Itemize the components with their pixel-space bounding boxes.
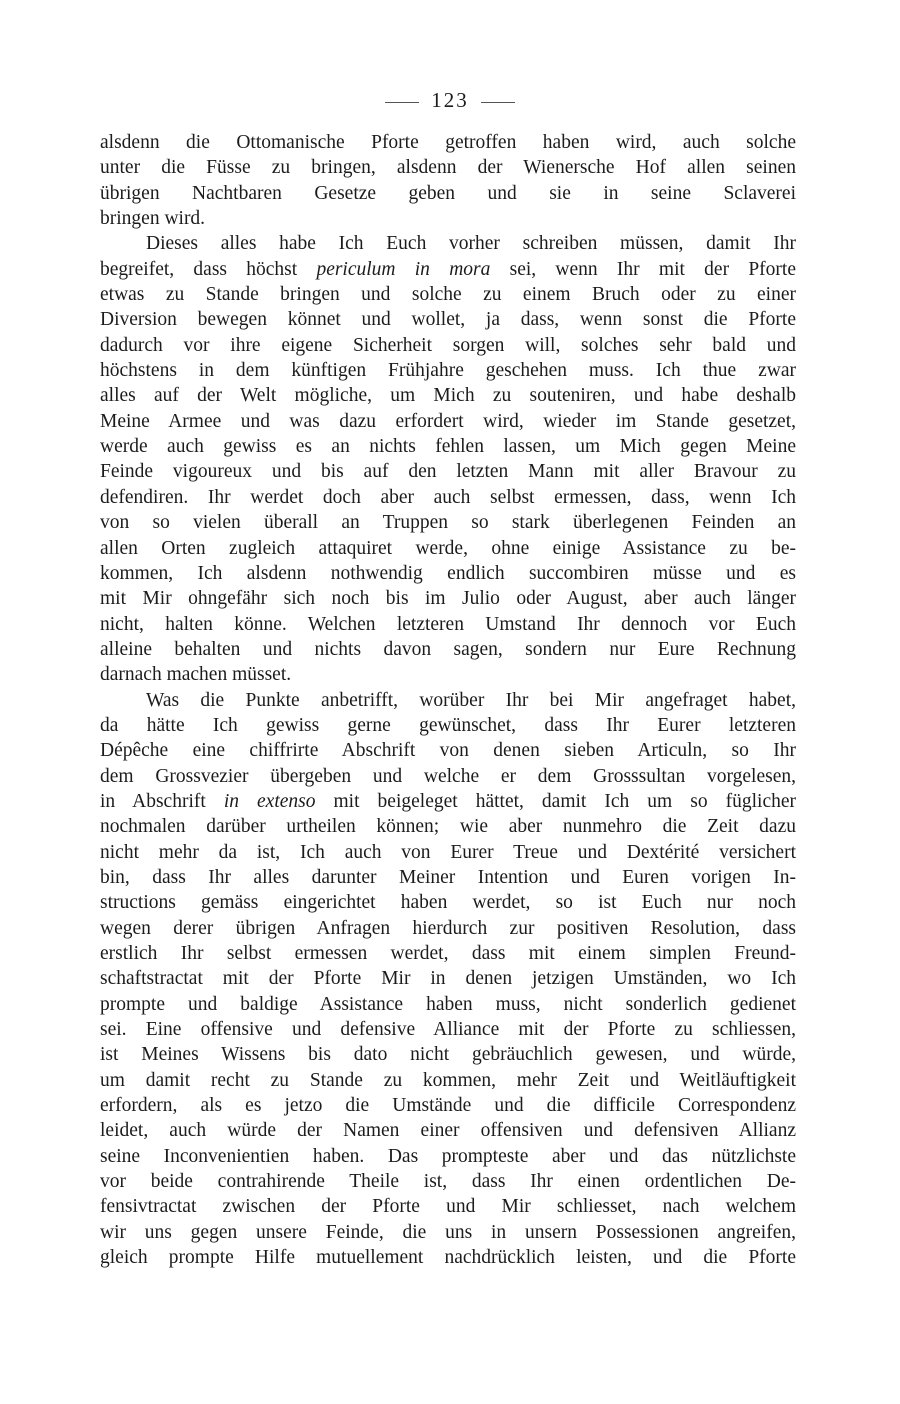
text-line: dem Grossvezier übergeben und welche er dem Grosssultan vorgelesen,: [100, 765, 796, 787]
page-header: [0, 88, 900, 113]
page-number: 123: [431, 88, 469, 112]
text-line: höchstens in dem künftigen Frühjahre geschehen muss. Ich thue zwar: [100, 360, 796, 382]
text-line: alleine behalten und nichts davon sagen, sondern nur Eure Rechnung: [100, 638, 796, 660]
text-line: kommen, Ich alsdenn nothwendig endlich succombiren müsse und es: [100, 562, 796, 584]
text-line: schaftstractat mit der Pforte Mir in denen jetzigen Umständen, wo Ich: [100, 968, 796, 990]
text-line: allen Orten zugleich attaquiret werde, ohne einige Assistance zu be-: [100, 537, 796, 559]
text-line: begreifet, dass höchst periculum in mora sei, wenn Ihr mit der Pforte: [100, 258, 796, 280]
text-line: bin, dass Ihr alles darunter Meiner Intention und Euren vorigen In-: [100, 866, 796, 888]
text-line: Meine Armee und was dazu erfordert wird, wieder im Stande gesetzet,: [100, 410, 796, 432]
header-rule-left: [385, 102, 419, 103]
text-line: leidet, auch würde der Namen einer offensiven und defensiven Allianz: [100, 1120, 796, 1142]
text-line: um damit recht zu Stande zu kommen, mehr Zeit und Weitläuftigkeit: [100, 1069, 796, 1091]
text-line: nicht, halten könne. Welchen letzteren Umstand Ihr dennoch vor Euch: [100, 613, 796, 635]
text-line: Dépêche eine chiffrirte Abschrift von denen sieben Articuln, so Ihr: [100, 740, 796, 762]
text-line: nochmalen darüber urtheilen können; wie aber nunmehro die Zeit dazu: [100, 816, 796, 838]
text-line: prompte und baldige Assistance haben muss, nicht sonderlich gedienet: [100, 993, 796, 1015]
text-line: erfordern, als es jetzo die Umstände und die difficile Correspondenz: [100, 1095, 796, 1117]
text-line: unter die Füsse zu bringen, alsdenn der Wienersche Hof allen seinen: [100, 157, 796, 179]
text-line: sei. Eine offensive und defensive Alliance mit der Pforte zu schliessen,: [100, 1019, 796, 1041]
text-line: mit Mir ohngefähr sich noch bis im Julio oder August, aber auch länger: [100, 588, 796, 610]
header-rule-right: [481, 102, 515, 103]
text-line: Dieses alles habe Ich Euch vorher schreiben müssen, damit Ihr: [146, 233, 796, 255]
text-line: gleich prompte Hilfe mutuellement nachdrücklich leisten, und die Pforte: [100, 1247, 796, 1269]
italic-phrase: in extenso: [223, 790, 316, 812]
text-line: vor beide contrahirende Theile ist, dass Ihr einen ordentlichen De-: [100, 1171, 796, 1193]
text-line: darnach machen müsset.: [100, 664, 292, 686]
text-line: wegen derer übrigen Anfragen hierdurch zur positiven Resolution, dass: [100, 917, 796, 939]
text-line: dadurch vor ihre eigene Sicherheit sorgen will, solches sehr bald und: [100, 334, 796, 356]
text-line: alles auf der Welt mögliche, um Mich zu souteniren, und habe deshalb: [100, 385, 796, 407]
text-line: Diversion bewegen könnet und wollet, ja dass, wenn sonst die Pforte: [100, 309, 796, 331]
text-line: wir uns gegen unsere Feinde, die uns in unsern Possessionen angreifen,: [100, 1221, 796, 1243]
text-line: bringen wird.: [100, 208, 206, 230]
text-line: Feinde vigoureux und bis auf den letzten Mann mit aller Bravour zu: [100, 461, 796, 483]
text-line: seine Inconvenientien haben. Das prompteste aber und das nützlichste: [100, 1145, 796, 1167]
text-line: übrigen Nachtbaren Gesetze geben und sie in seine Sclaverei: [100, 182, 796, 204]
text-line: in Abschrift in extenso mit beigeleget hättet, damit Ich um so füglicher: [100, 790, 796, 812]
text-line: defendiren. Ihr werdet doch aber auch selbst ermessen, dass, wenn Ich: [100, 486, 796, 508]
text-line: etwas zu Stande bringen und solche zu einem Bruch oder zu einer: [100, 284, 796, 306]
text-line: structions gemäss eingerichtet haben werdet, so ist Euch nur noch: [100, 892, 796, 914]
text-line: erstlich Ihr selbst ermessen werdet, dass mit einem simplen Freund-: [100, 943, 796, 964]
text-line: nicht mehr da ist, Ich auch von Eurer Treue und Dextérité versichert: [100, 841, 796, 863]
text-line: ist Meines Wissens bis dato nicht gebräuchlich gewesen, und würde,: [100, 1044, 796, 1066]
text-line: fensivtractat zwischen der Pforte und Mir schliesset, nach welchem: [100, 1196, 796, 1218]
text-line: alsdenn die Ottomanische Pforte getroffen haben wird, auch solche: [100, 132, 796, 153]
text-line: da hätte Ich gewiss gerne gewünschet, dass Ihr Eurer letzteren: [100, 714, 796, 736]
text-line: Was die Punkte anbetrifft, worüber Ihr bei Mir angefraget habet,: [146, 689, 796, 711]
text-line: werde auch gewiss es an nichts fehlen lassen, um Mich gegen Meine: [100, 436, 796, 458]
italic-phrase: periculum in mora: [316, 258, 491, 280]
text-line: von so vielen überall an Truppen so stark überlegenen Feinden an: [100, 512, 796, 534]
body-text: [100, 130, 796, 1270]
